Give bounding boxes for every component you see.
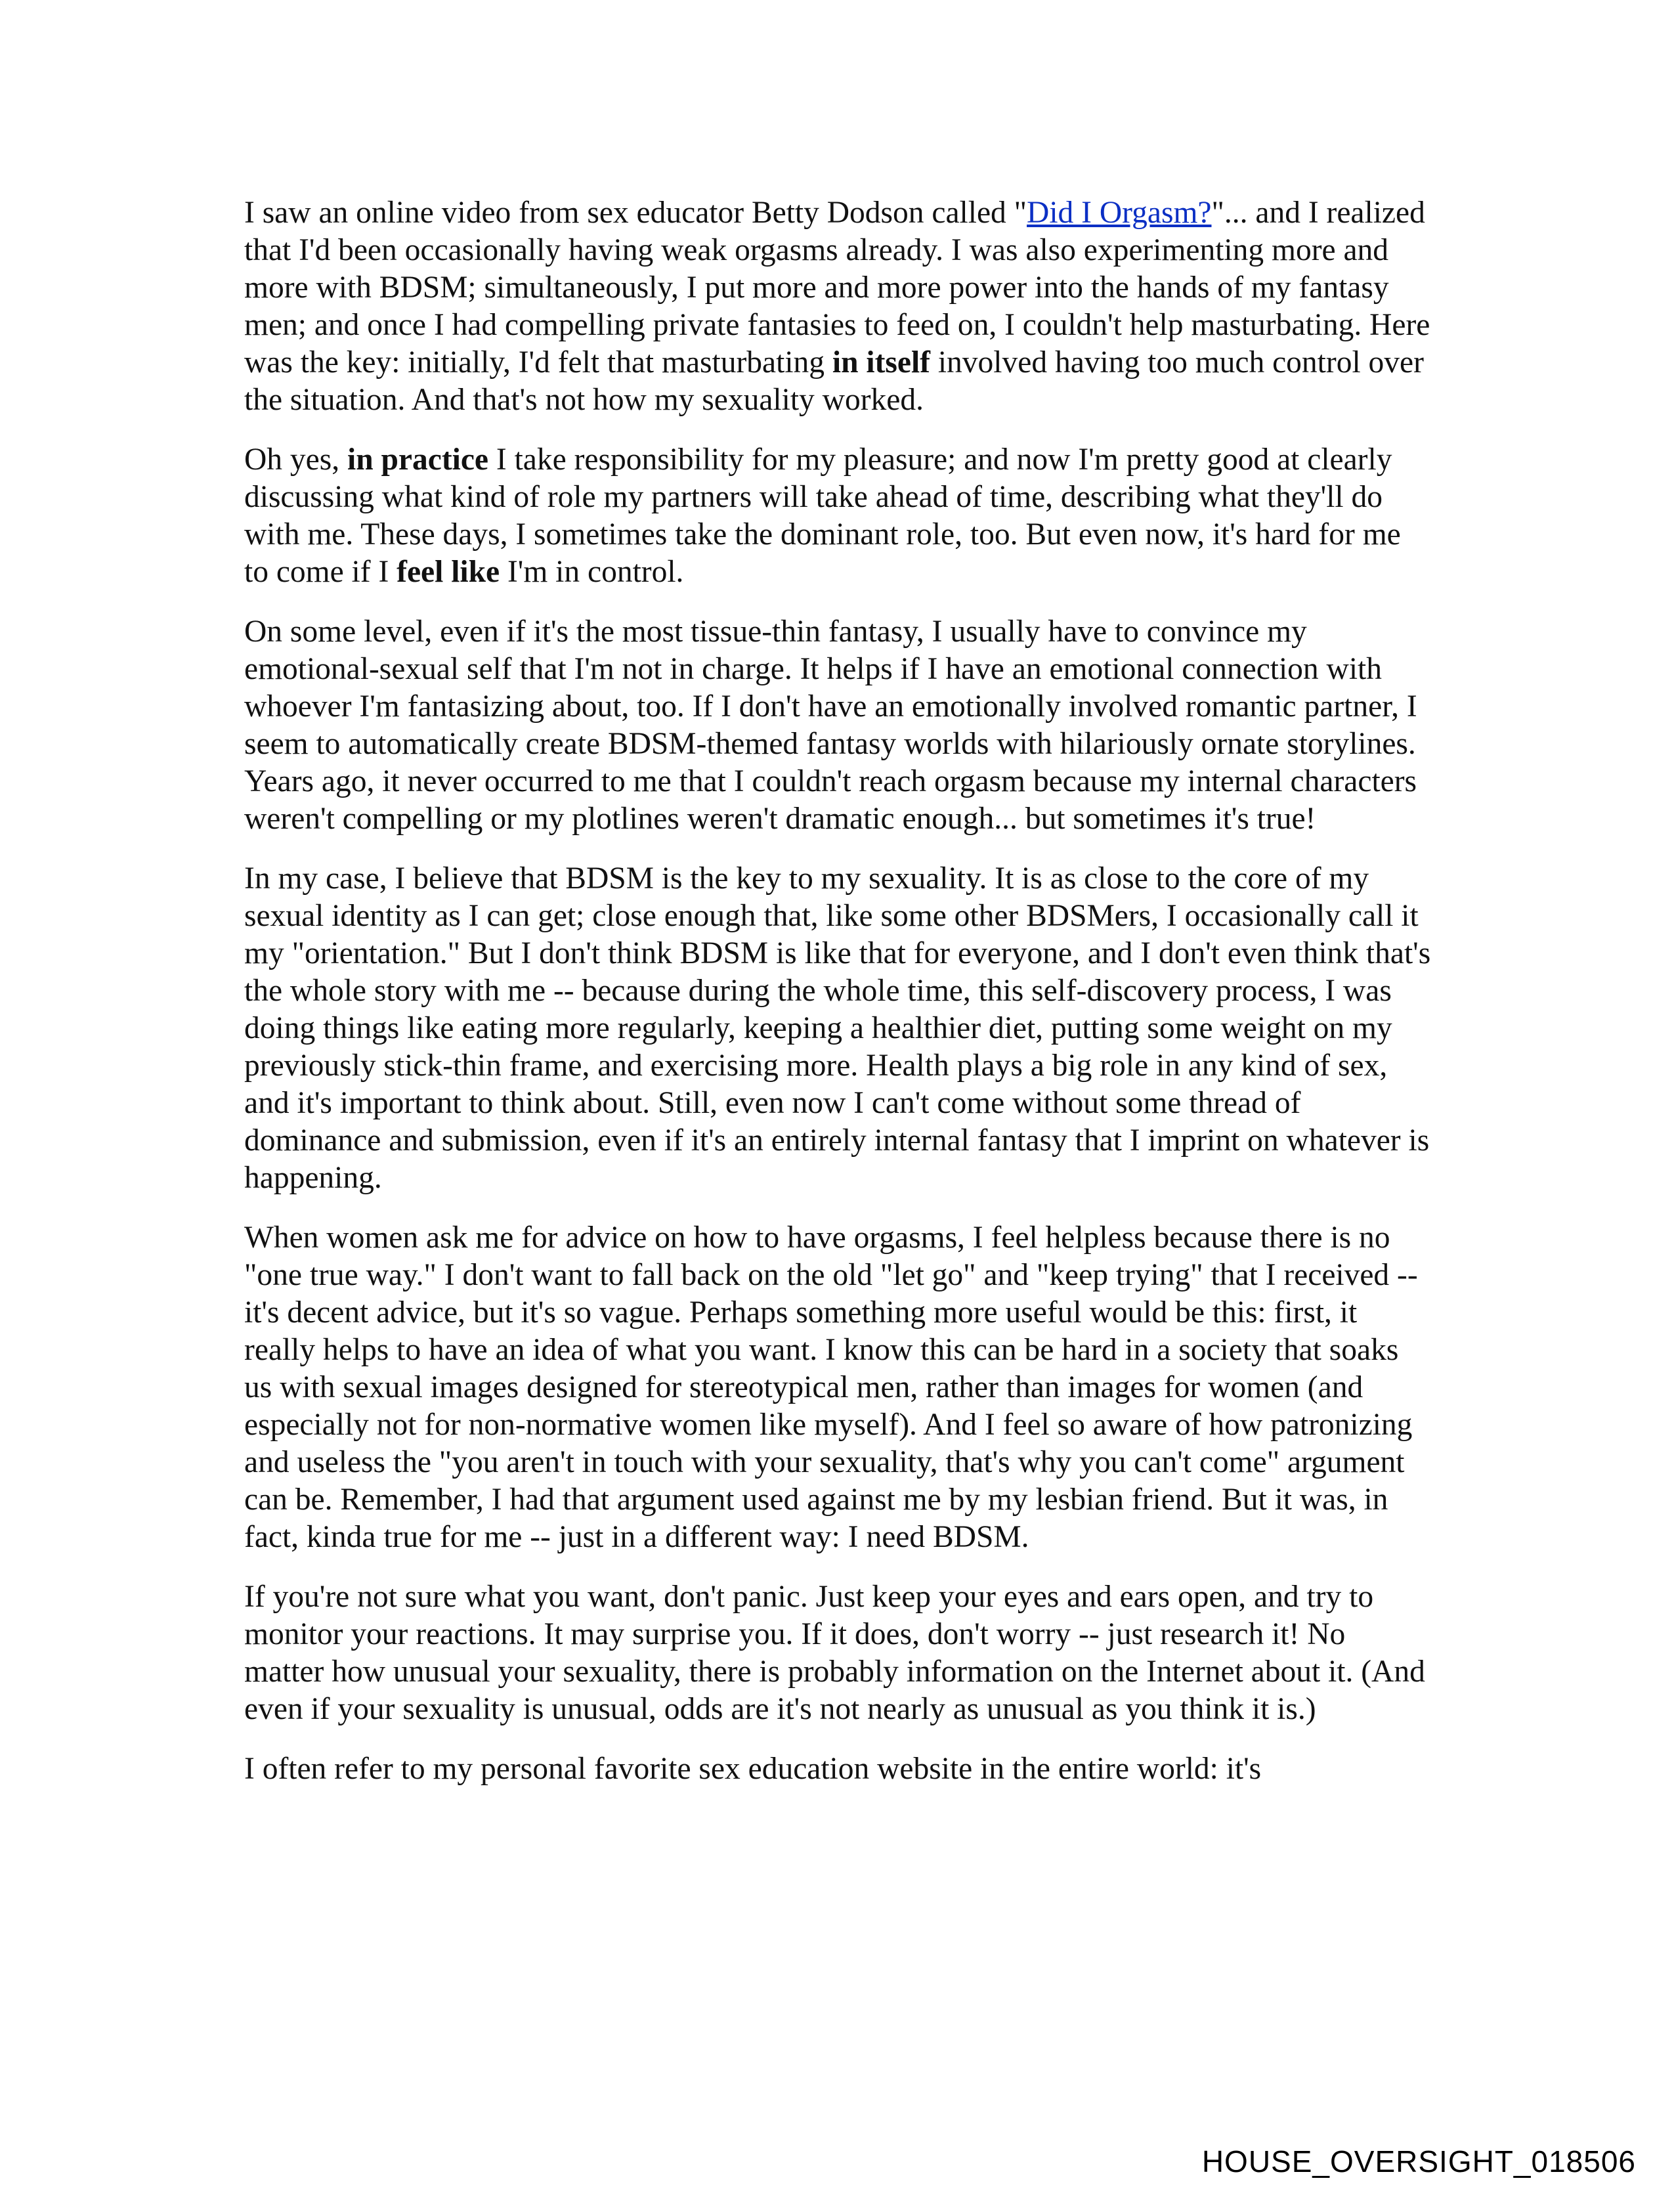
did-i-orgasm-link[interactable]: Did I Orgasm?	[1027, 196, 1212, 230]
paragraph-6: If you're not sure what you want, don't panic. Just keep your eyes and ears open, and try to monitor your reactions. It may surprise you. If it does, don't worry -- just research it! No matter how unusual your sexuality, there is probably information on the Internet about it. (And even if your sexuality is unusual, odds are it's not nearly as unusual as you think it is.)	[244, 1580, 1425, 1726]
paragraph-1-text-c: involved having too much control over the situation. And that's not how my sexuality worked.	[244, 345, 1424, 417]
bates-number: HOUSE_OVERSIGHT_018506	[1201, 2144, 1636, 2179]
paragraph-1	[244, 194, 1432, 419]
paragraph-4: In my case, I believe that BDSM is the key to my sexuality. It is as close to the core of my sexual identity as I can get; close enough that, like some other BDSMers, I occasionally call it my "orientation." But I don't think BDSM is like that for everyone, and I don't even think that's the whole story with me -- because during the whole time, this self-discovery process, I was doing things like eating more regularly, keeping a healthier diet, putting some weight on my previously stick-thin frame, and exercising more. Health plays a big role in any kind of sex, and it's important to think about. Still, even now I can't come without some thread of dominance and submission, even if it's an entirely internal fantasy that I imprint on whatever is happening.	[244, 861, 1431, 1195]
paragraph-2	[244, 441, 1432, 591]
paragraph-3: On some level, even if it's the most tissue-thin fantasy, I usually have to convince my emotional-sexual self that I'm not in charge. It helps if I have an emotional connection with whoever I'm fantasizing about, too. If I don't have an emotionally involved romantic partner, I seem to automatically create BDSM-themed fantasy worlds with hilariously ornate storylines. Years ago, it never occurred to me that I couldn't reach orgasm because my internal characters weren't compelling or my plotlines weren't dramatic enough... but sometimes it's true!	[244, 615, 1417, 836]
document-body	[244, 194, 1432, 1810]
paragraph-2-text-b: I take responsibility for my pleasure; and now I'm pretty good at clearly discussing what kind of role my partners will take ahead of time, describing what they'll do with me. These days, I sometimes take the dominant role, too. But even now, it's hard for me to come if I	[244, 443, 1401, 589]
paragraph-5: When women ask me for advice on how to have orgasms, I feel helpless because there is no "one true way." I don't want to fall back on the old "let go" and "keep trying" that I received -- it's decent advice, but it's so vague. Perhaps something more useful would be this: first, it really helps to have an idea of what you want. I know this can be hard in a society that soaks us with sexual images designed for stereotypical men, rather than images for women (and especially not for non-normative women like myself). And I feel so aware of how patronizing and useless the "you aren't in touch with your sexuality, that's why you can't come" argument can be. Remember, I had that argument used against me by my lesbian friend. But it was, in fact, kinda true for me -- just in a different way: I need BDSM.	[244, 1221, 1418, 1554]
paragraph-1-text-a: I saw an online video from sex educator Betty Dodson called "	[244, 196, 1027, 230]
paragraph-7: I often refer to my personal favorite sex education website in the entire world: it's	[244, 1752, 1262, 1786]
paragraph-2-text-c: I'm in control.	[500, 555, 684, 589]
paragraph-2-text-a: Oh yes,	[244, 443, 347, 477]
paragraph-2-bold-1: in practice	[347, 443, 489, 477]
paragraph-1-text-b: "... and I realized that I'd been occasionally having weak orgasms already. I was also experimenting more and more with BDSM; simultaneously, I put more and more power into the hands of my fantasy men; and once I had compelling private fantasies to feed on, I couldn't help masturbating. Here was the key: initially, I'd felt that masturbating	[244, 196, 1430, 380]
paragraph-2-bold-2: feel like	[397, 555, 500, 589]
paragraph-1-bold: in itself	[832, 345, 930, 380]
